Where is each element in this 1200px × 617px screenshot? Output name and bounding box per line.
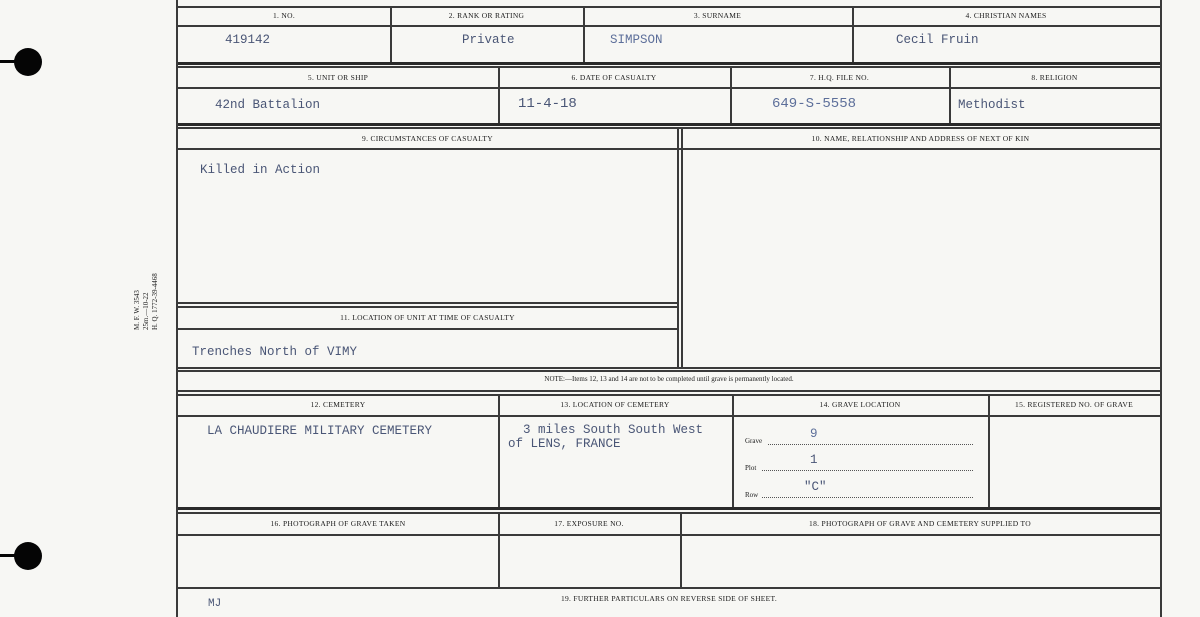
label-surname: 3. SURNAME <box>693 11 742 20</box>
label-rank: 2. RANK OR RATING <box>448 11 525 20</box>
plot-label: Plot <box>745 464 757 472</box>
label-photograph-supplied: 18. PHOTOGRAPH OF GRAVE AND CEMETERY SUPPLIED TO <box>809 519 1031 528</box>
label-photograph-taken: 16. PHOTOGRAPH OF GRAVE TAKEN <box>270 519 406 528</box>
rank: Private <box>462 33 515 47</box>
form-code <box>133 273 160 330</box>
label-circumstances: 9. CIRCUMSTANCES OF CASUALTY <box>362 134 493 143</box>
note: NOTE:—Items 12, 13 and 14 are not to be completed until grave is permanently located. <box>544 375 794 383</box>
label-no: 1. NO. <box>272 11 295 20</box>
plot-value: 1 <box>810 453 818 467</box>
form-code-line: H. Q. 1772-39-4468 <box>151 273 159 330</box>
cemetery-name: LA CHAUDIERE MILITARY CEMETERY <box>207 424 433 438</box>
label-file-no: 7. H.Q. FILE NO. <box>809 73 870 82</box>
unit: 42nd Battalion <box>215 98 321 112</box>
row-label: Row <box>745 491 759 499</box>
row-value: "C" <box>804 480 827 494</box>
location-unit-value: Trenches North of VIMY <box>192 345 358 359</box>
circumstances-value: Killed in Action <box>200 163 321 177</box>
grave-label: Grave <box>745 437 763 445</box>
religion: Methodist <box>958 98 1026 112</box>
service-number: 419142 <box>225 33 271 47</box>
initials: MJ <box>208 598 222 610</box>
label-cemetery: 12. CEMETERY <box>310 400 366 409</box>
cemetery-location-line2: of LENS, FRANCE <box>508 437 621 451</box>
label-unit: 5. UNIT OR SHIP <box>307 73 369 82</box>
form-code-line: M. F. W. 3543 <box>133 290 141 330</box>
label-exposure-no: 17. EXPOSURE NO. <box>554 519 624 528</box>
label-registered-no: 15. REGISTERED NO. OF GRAVE <box>1015 400 1133 409</box>
label-date: 6. DATE OF CASUALTY <box>571 73 657 82</box>
label-further-particulars: 19. FURTHER PARTICULARS ON REVERSE SIDE OF SHEET. <box>560 594 778 603</box>
label-next-of-kin: 10. NAME, RELATIONSHIP AND ADDRESS OF NEXT OF KIN <box>811 134 1030 143</box>
label-grave-location: 14. GRAVE LOCATION <box>819 400 901 409</box>
form-code-line: 25m.—10-22 <box>142 292 150 330</box>
hq-file-no: 649-S-5558 <box>772 96 857 112</box>
cemetery-location-line1: 3 miles South South West <box>523 423 704 437</box>
binder-hole-bottom <box>14 542 42 570</box>
christian-names: Cecil Fruin <box>896 33 979 47</box>
label-location-unit: 11. LOCATION OF UNIT AT TIME OF CASUALTY <box>340 313 515 322</box>
label-christian-names: 4. CHRISTIAN NAMES <box>965 11 1047 20</box>
date-of-casualty: 11-4-18 <box>518 96 577 112</box>
label-location-cemetery: 13. LOCATION OF CEMETERY <box>560 400 670 409</box>
surname: SIMPSON <box>610 33 663 47</box>
binder-hole-top <box>14 48 42 76</box>
label-religion: 8. RELIGION <box>1031 73 1078 82</box>
grave-value: 9 <box>810 427 818 441</box>
